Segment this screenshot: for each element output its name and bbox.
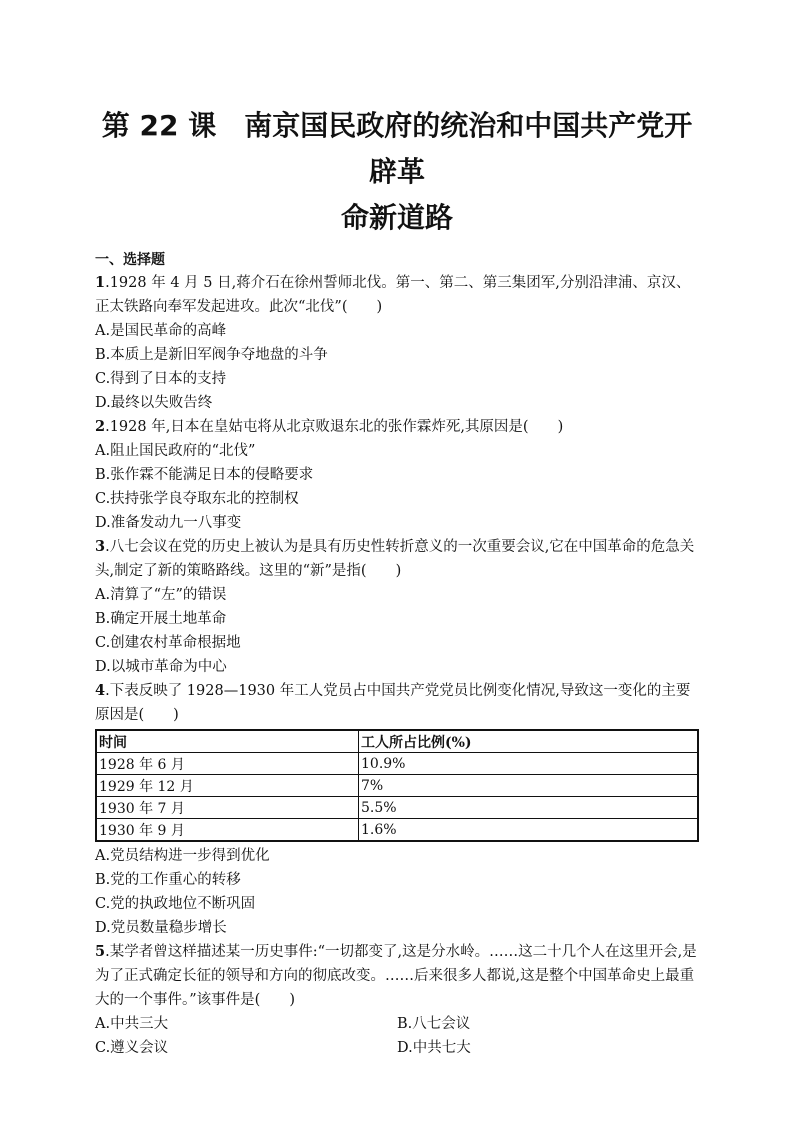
table-cell: 10.9% [359,753,699,775]
options-grid [95,1012,699,1060]
option-d: D.以城市革命为中心 [95,659,227,675]
option-c: C.党的执政地位不断巩固 [95,896,256,912]
table-cell: 1930 年 9 月 [96,819,359,842]
option-b: B.确定开展土地革命 [95,611,227,627]
question-5 [95,940,699,1060]
section-heading: 一、选择题 [95,252,165,268]
question-3 [95,535,699,679]
option-c: C.得到了日本的支持 [95,371,227,387]
table-row [96,775,698,797]
option-d: D.准备发动九一八事变 [95,515,242,531]
option-d: D.最终以失败告终 [95,395,213,411]
option-b: B.八七会议 [397,1016,471,1032]
question-stem: 1.1928 年 4 月 5 日,蒋介石在徐州誓师北伐。第一、第二、第三集团军,分别沿津浦、京汉、正太铁路向奉军发起进攻。此次“北伐”( ) [95,274,691,315]
option-a: A.清算了“左”的错误 [95,587,227,603]
page-title [95,103,699,241]
question-stem: 2.1928 年,日本在皇姑屯将从北京败退东北的张作霖炸死,其原因是( ) [95,418,564,435]
option-b: B.党的工作重心的转移 [95,872,241,888]
question-1 [95,271,699,415]
option-c: C.扶持张学良夺取东北的控制权 [95,491,299,507]
title-line-2: 命新道路 [340,201,453,234]
table-row [96,753,698,775]
table-row [96,797,698,819]
option-a: A.是国民革命的高峰 [95,323,227,339]
option-a: A.阻止国民政府的“北伐” [95,443,256,459]
data-table [95,729,699,842]
option-a: A.中共三大 [95,1016,169,1032]
question-stem: 5.某学者曾这样描述某一历史事件:“一切都变了,这是分水岭。……这二十几个人在这里开会,是为了正式确定长征的领导和方向的彻底改变。……后来很多人都说,这是整个中国革命史上最重大的一个事件。”该事件是( ) [95,943,697,1008]
option-b: B.本质上是新旧军阀争夺地盘的斗争 [95,347,328,363]
option-d: D.党员数量稳步增长 [95,920,227,936]
title-line-1: 第 22 课 南京国民政府的统治和中国共产党开辟革 [101,109,693,188]
option-c: C.遵义会议 [95,1040,169,1056]
table-header-cell: 时间 [96,730,359,753]
table-cell: 1.6% [359,819,699,842]
table-row [96,819,698,842]
table-cell: 5.5% [359,797,699,819]
table-cell: 7% [359,775,699,797]
question-2 [95,415,699,535]
option-a: A.党员结构进一步得到优化 [95,848,270,864]
table-cell: 1929 年 12 月 [96,775,359,797]
question-stem: 4.下表反映了 1928—1930 年工人党员占中国共产党党员比例变化情况,导致这一变化的主要原因是( ) [95,682,691,723]
table-cell: 1930 年 7 月 [96,797,359,819]
option-c: C.创建农村革命根据地 [95,635,241,651]
table-header-cell: 工人所占比例(%) [359,730,699,753]
question-4 [95,679,699,940]
option-b: B.张作霖不能满足日本的侵略要求 [95,467,314,483]
option-d: D.中共七大 [397,1040,471,1056]
table-header-row [96,730,698,753]
table-cell: 1928 年 6 月 [96,753,359,775]
question-stem: 3.八七会议在党的历史上被认为是具有历史性转折意义的一次重要会议,它在中国革命的危急关头,制定了新的策略路线。这里的“新”是指( ) [95,538,695,579]
